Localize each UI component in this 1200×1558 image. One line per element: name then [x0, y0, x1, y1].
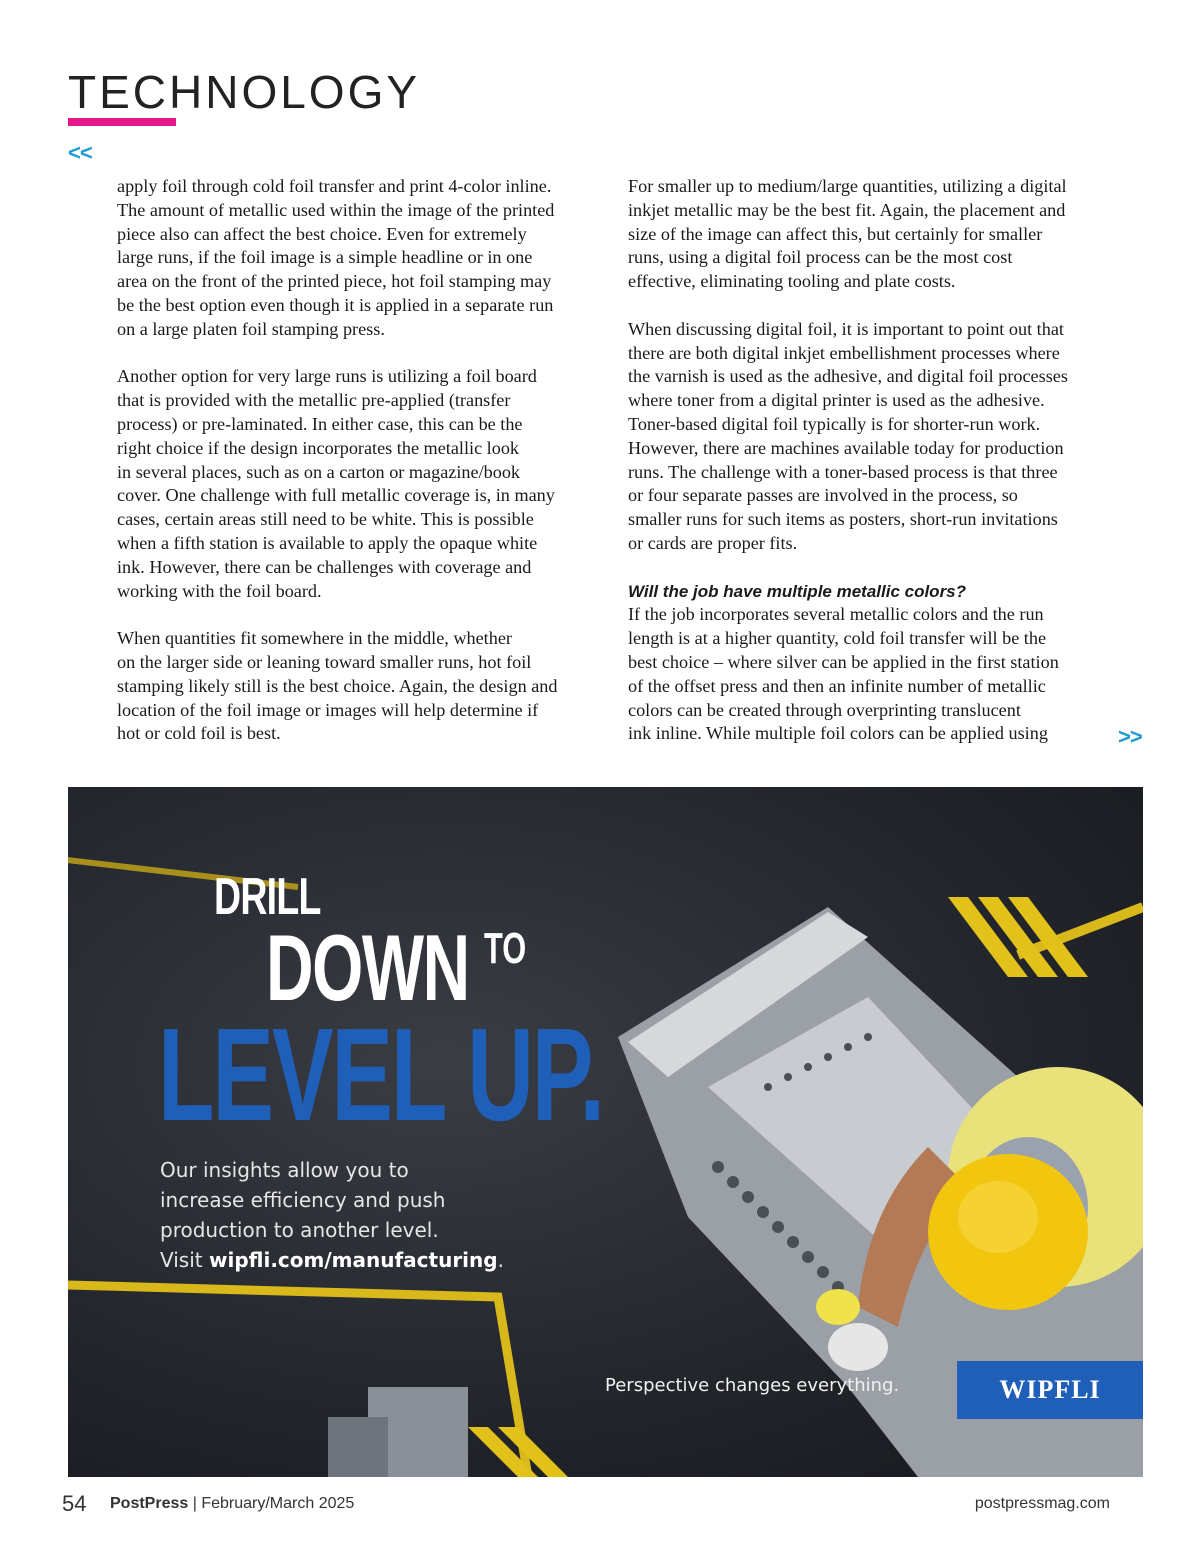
footer-site-url[interactable]: postpressmag.com — [974, 1495, 1110, 1512]
ad-tagline: Perspective changes everything. — [605, 1375, 900, 1396]
ad-visit-label: Visit — [160, 1248, 209, 1272]
ad-body-line: Our insights allow you to — [160, 1158, 409, 1182]
article-left-column — [117, 175, 607, 770]
ad-url-link[interactable]: wipfli.com/manufacturing — [208, 1248, 498, 1272]
footer-separator: | — [192, 1495, 197, 1512]
paragraph: When quantities fit somewhere in the middle, whether on the larger side or leaning toward smaller runs, hot foil stamping likely still is the best choice. Again, the design and location of the foil image or images will help determine if hot or cold foil is best. — [117, 628, 558, 744]
wipfli-logo[interactable]: WIPFLI — [957, 1361, 1143, 1419]
next-page-arrow[interactable]: >> — [1118, 724, 1142, 749]
issue-date: February/March 2025 — [201, 1495, 355, 1512]
article-right-column — [628, 175, 1118, 770]
subheading: Will the job have multiple metallic colors? — [628, 581, 967, 601]
section-title: TECHNOLOGY — [68, 66, 421, 118]
ad-headline-drill: DRILL — [214, 868, 321, 926]
paragraph: Another option for very large runs is utilizing a foil board that is provided with the metallic pre-applied (transfer process) or pre-laminated. In either case, this can be the right choice if the design incorporates the metallic look in several places, such as on a carton or magazine/book cover. One challenge with full metallic coverage is, in many cases, certain areas still need to be white. This is possible when a fifth station is available to apply the opaque white ink. However, there can be challenges with coverage and working with the foil board. — [117, 366, 555, 601]
page-number: 54 — [62, 1491, 87, 1516]
ad-body-line: production to another level. — [160, 1218, 439, 1242]
ad-body-line: increase efficiency and push — [160, 1188, 446, 1212]
ad-headline-to: TO — [484, 924, 527, 973]
gloves — [828, 1323, 888, 1371]
footer-publication — [110, 1495, 354, 1513]
ad-body-copy — [160, 1155, 560, 1275]
title-accent-bar — [68, 118, 176, 126]
ad-headline-down: DOWN — [266, 915, 469, 1020]
ad-headline-level-up: LEVEL UP. — [158, 1001, 604, 1148]
paragraph: apply foil through cold foil transfer and print 4-color inline. The amount of metallic used within the image of the printed piece also can affect the best choice. Even for extremely large runs, if the foil image is a simple headline or in one area on the front of the printed piece, hot foil stamping may be the best option even though it is applied in a separate run on a large platen foil stamping press. — [117, 176, 555, 339]
publication-name: PostPress — [110, 1495, 189, 1512]
paragraph: When discussing digital foil, it is important to point out that there are both digital inkjet embellishment processes where the varnish is used as the adhesive, and digital foil processes where toner from a digital printer is used as the adhesive. Toner-based digital foil typically is for shorter-run work. However, there are machines available today for production runs. The challenge with a toner-based process is that three or four separate passes are involved in the process, so smaller runs for such items as posters, short-run invitations or cards are proper fits. — [628, 318, 1068, 553]
ad-body-visit-line — [160, 1245, 560, 1275]
paragraph: If the job incorporates several metallic colors and the run length is at a higher quantity, cold foil transfer will be the best choice – where silver can be applied in the first station of the offset press and then an infinite number of metallic colors can be created through overprinting translucent ink inline. While multiple foil colors can be applied using — [628, 604, 1059, 744]
ad-period: . — [497, 1248, 504, 1272]
paragraph: For smaller up to medium/large quantities, utilizing a digital inkjet metallic may be the best fit. Again, the placement and size of the image can affect this, but certainly for smaller runs, using a digital foil process can be the most cost effective, eliminating tooling and plate costs. — [628, 176, 1067, 292]
previous-page-arrow[interactable]: << — [68, 140, 92, 165]
wipfli-advertisement[interactable] — [68, 787, 1143, 1477]
